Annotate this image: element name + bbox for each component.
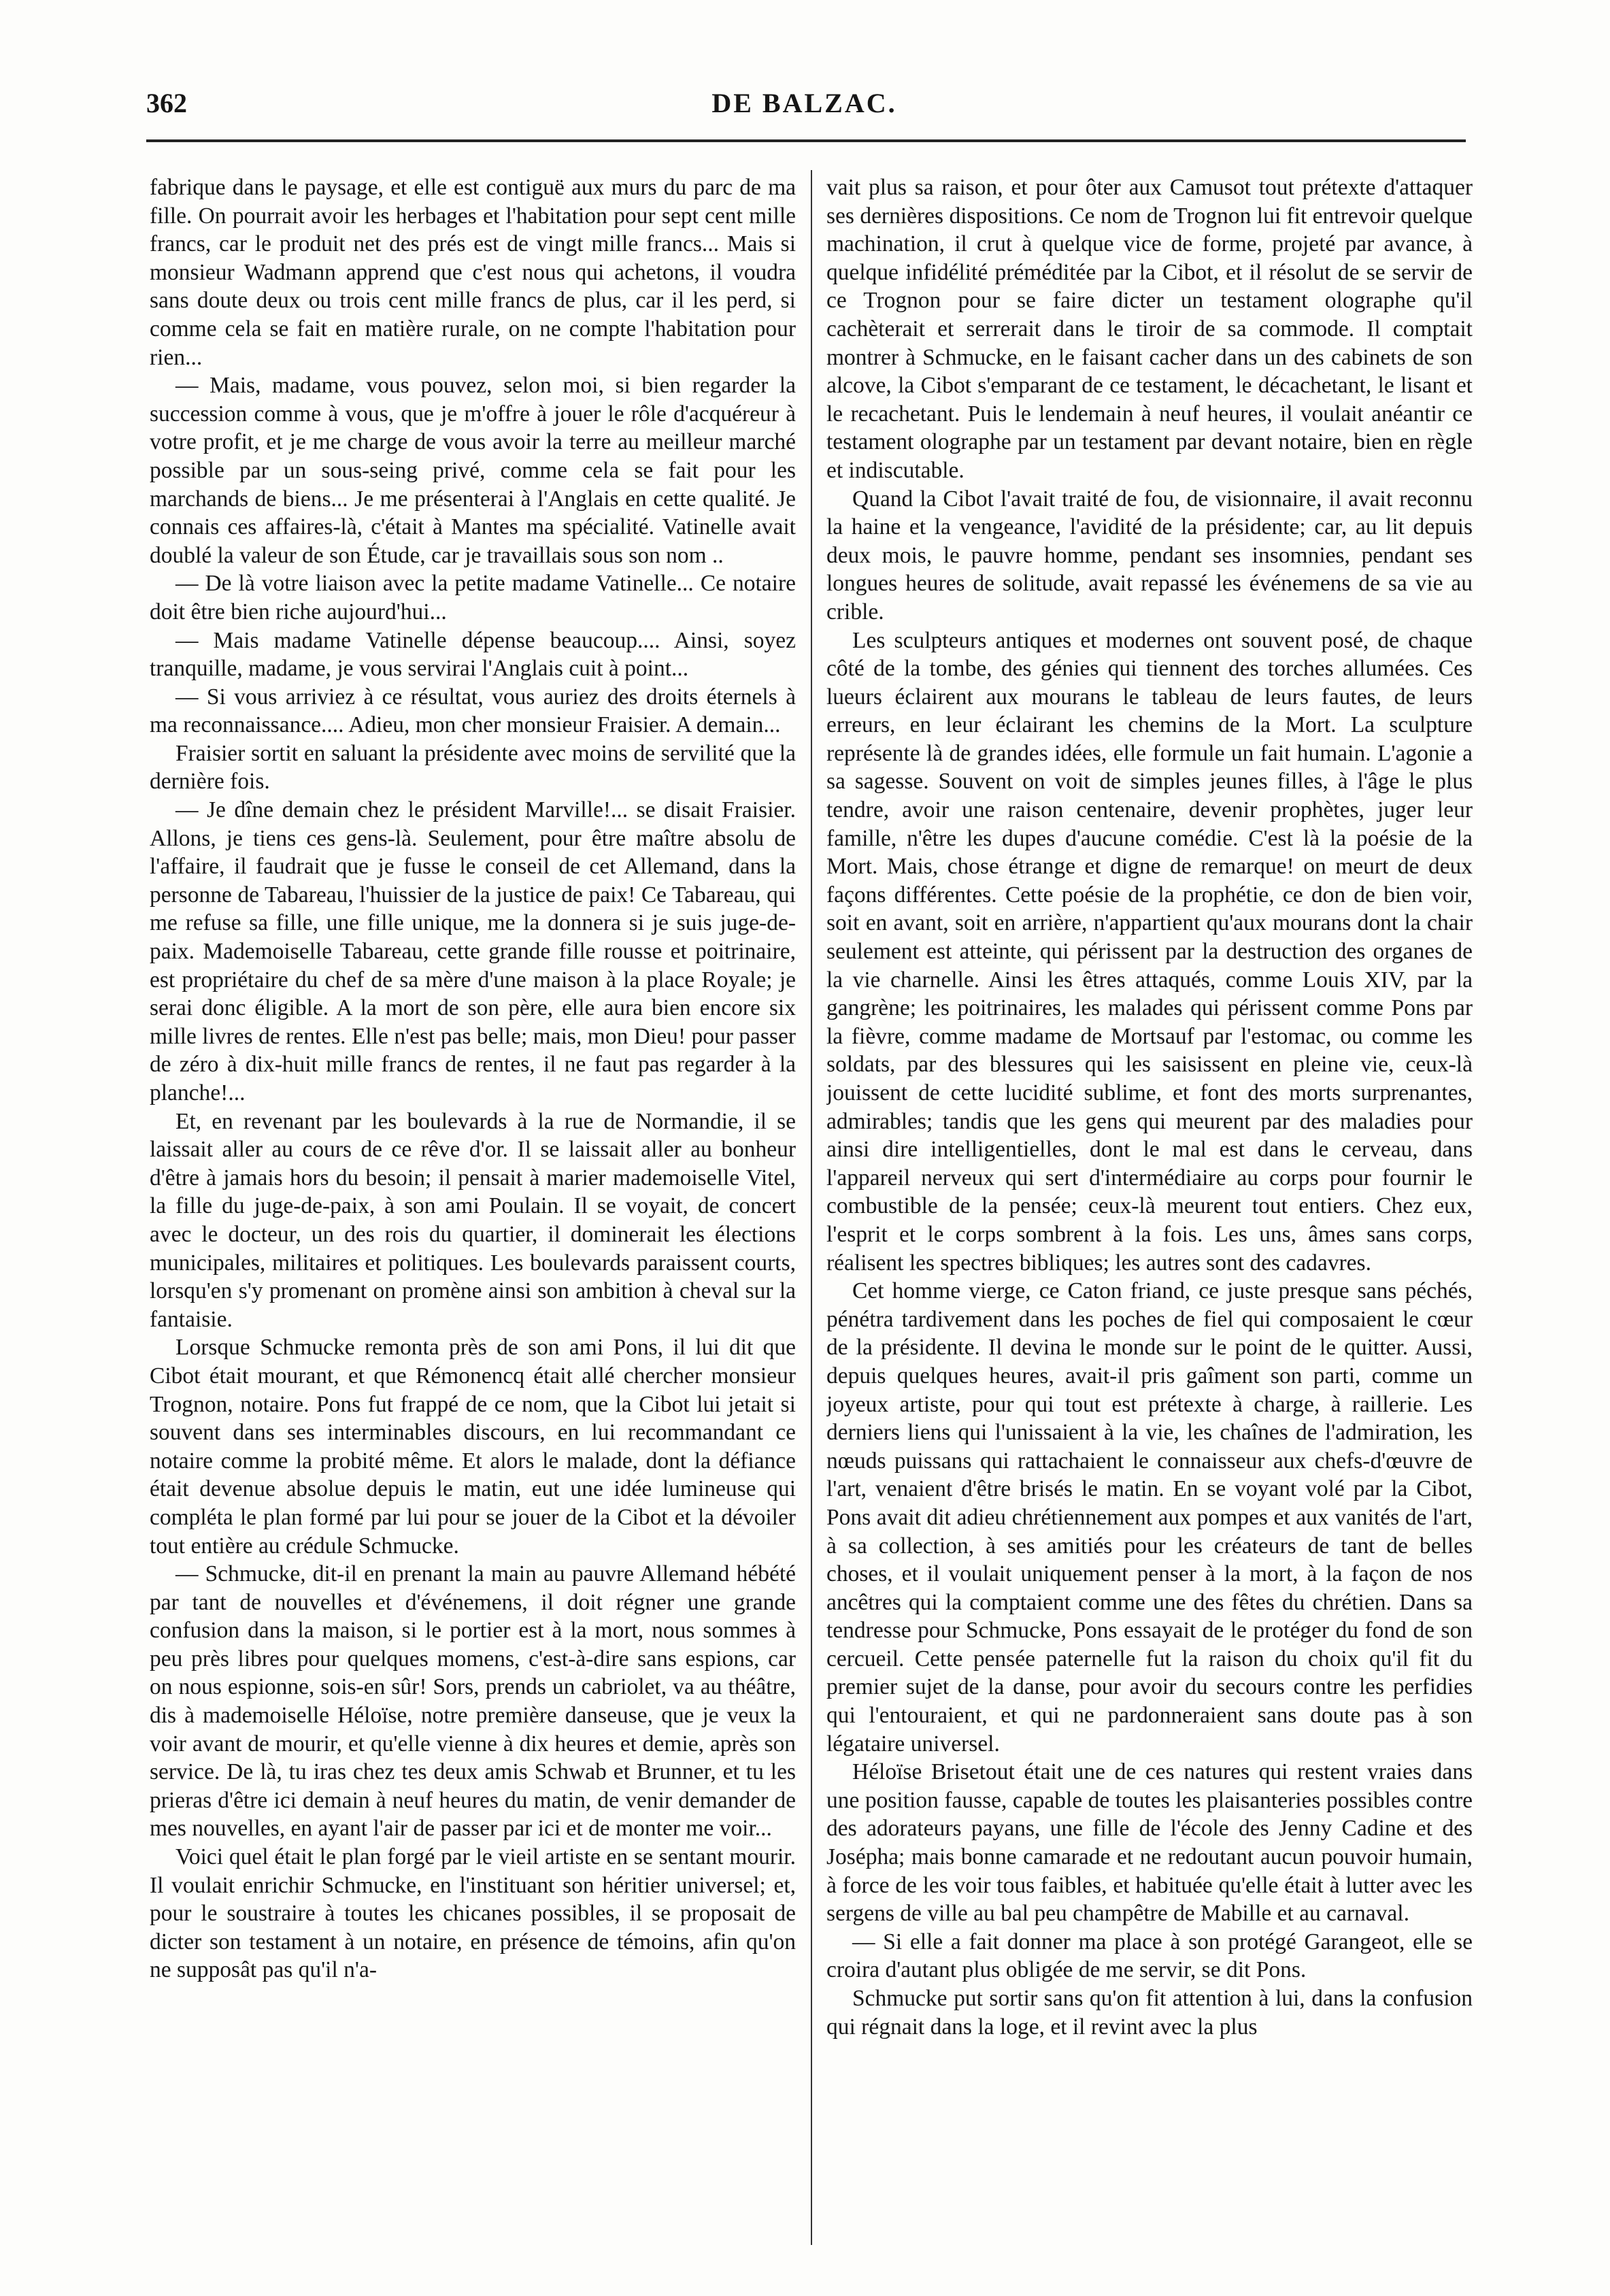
paragraph: Voici quel était le plan forgé par le vieil artiste en se sentant mourir. Il voulait enrichir Schmucke, en l'instituant son héritier universel; et, pour le soustraire à toutes les chicanes possibles, il se proposait de dicter son testament à un notaire, en présence de témoins, afin qu'on ne supposât pas qu'il n'a- bbox=[150, 1844, 796, 1983]
paragraph: fabrique dans le paysage, et elle est contiguë aux murs du parc de ma fille. On pourrait avoir les herbages et l'habitation pour sept cent mille francs, car le produit net des prés est de vingt mille francs... Mais si monsieur Wadmann apprend que c'est nous qui achetons, il voudra sans doute deux ou trois cent mille francs de plus, car il les perd, si comme cela se fait en matière rurale, on ne compte l'habitation pour rien... bbox=[150, 175, 796, 370]
paragraph: Quand la Cibot l'avait traité de fou, de visionnaire, il avait reconnu la haine et la vengeance, l'avidité de la présidente; car, au lit depuis deux mois, le pauvre homme, pendant ses insomnies, pendant ses longues heures de solitude, avait repassé les événemens de sa vie au crible. bbox=[826, 486, 1473, 625]
column-divider bbox=[811, 170, 812, 2245]
page-number: 362 bbox=[146, 88, 187, 118]
paragraph: Fraisier sortit en saluant la présidente avec moins de servilité que la dernière fois. bbox=[150, 740, 796, 795]
paragraph: vait plus sa raison, et pour ôter aux Camusot tout prétexte d'attaquer ses dernières dispositions. Ce nom de Trognon lui fit entrevoir quelque machination, il crut à quelque vice de forme, projeté par avance, à quelque infidélité préméditée par la Cibot, et il résolut de se servir de ce Trognon pour se faire dicter un testament olographe qu'il cachèterait et serrerait dans le tiroir de sa commode. Il comptait montrer à Schmucke, en le faisant cacher dans un des cabinets de son alcove, la Cibot s'emparant de ce testament, le décachetant, le lisant et le recachetant. Puis le lendemain à neuf heures, il voulait anéantir ce testament olographe par un testament par devant notaire, bien en règle et indiscutable. bbox=[826, 175, 1473, 483]
running-title: DE BALZAC. bbox=[711, 88, 897, 118]
paragraph: Lorsque Schmucke remonta près de son ami Pons, il lui dit que Cibot était mourant, et que Rémonencq était allé chercher monsieur Trognon, notaire. Pons fut frappé de ce nom, que la Cibot lui jetait si souvent dans ses interminables discours, en lui recommandant ce notaire comme la probité même. Et alors le malade, dont la défiance était devenue absolue depuis le matin, eut une idée lumineuse qui compléta le plan formé par lui pour se jouer de la Cibot et la dévoiler tout entière au crédule Schmucke. bbox=[150, 1335, 796, 1559]
paragraph: — Si vous arriviez à ce résultat, vous auriez des droits éternels à ma reconnaissance.... Adieu, mon cher monsieur Fraisier. A demain... bbox=[150, 684, 796, 738]
paragraph: — Si elle a fait donner ma place à son protégé Garangeot, elle se croira d'autant plus obligée de me servir, se dit Pons. bbox=[826, 1929, 1473, 1983]
paragraph: Et, en revenant par les boulevards à la rue de Normandie, il se laissait aller au cours de ce rêve d'or. Il se laissait aller au bonheur d'être à jamais hors du besoin; il pensait à marier mademoiselle Vitel, la fille du juge-de-paix, à son ami Poulain. Il se voyait, de concert avec le docteur, un des rois du quartier, il dominerait les élections municipales, militaires et politiques. Les boulevards paraissent courts, lorsqu'en s'y promenant on promène ainsi son ambition à cheval sur la fantaisie. bbox=[150, 1108, 796, 1332]
paragraph: — Mais, madame, vous pouvez, selon moi, si bien regarder la succession comme à vous, que je m'offre à jouer le rôle d'acquéreur à votre profit, et je me charge de vous avoir la terre au meilleur marché possible par un sous-seing privé, comme cela se fait pour les marchands de biens... Je me présenterai à l'Anglais en cette qualité. Je connais ces affaires-là, c'était à Mantes ma spécialité. Vatinelle avait doublé la valeur de son Étude, car je travaillais sous son nom .. bbox=[150, 373, 796, 568]
paragraph: Cet homme vierge, ce Caton friand, ce juste presque sans péchés, pénétra tardivement dans les poches de fiel qui composaient le cœur de la présidente. Il devina le monde sur le point de le quitter. Aussi, depuis quelques heures, avait-il pris gaîment son parti, comme un joyeux artiste, pour qui tout est prétexte à charge, à raillerie. Les derniers liens qui l'unissaient à la vie, les chaînes de l'admiration, les nœuds puissans qui rattachaient le connaisseur aux chefs-d'œuvre de l'art, venaient d'être brisés le matin. En se voyant volé par la Cibot, Pons avait dit adieu chrétiennement aux pompes et aux vanités de l'art, à sa collection, à ses amitiés pour les créateurs de tant de belles choses, et il voulait uniquement penser à la mort, à la façon de nos ancêtres qui la comptaient comme une des fêtes du chrétien. Dans sa tendresse pour Schmucke, Pons essayait de le protéger du fond de son cercueil. Cette pensée paternelle fut la raison du choix qu'il fit du premier sujet de la danse, pour avoir du secours contre les perfidies qui l'entouraient, et qui ne pardonneraient sans doute pas à son légataire universel. bbox=[826, 1278, 1473, 1757]
paragraph: — Je dîne demain chez le président Marville!... se disait Fraisier. Allons, je tiens ces gens-là. Seulement, pour être maître absolu de l'affaire, il faudrait que je fusse le conseil de cet Allemand, dans la personne de Tabareau, l'huissier de la justice de paix! Ce Tabareau, qui me refuse sa fille, une fille unique, me la donnera si je suis juge-de-paix. Mademoiselle Tabareau, cette grande fille rousse et poitrinaire, est propriétaire du chef de sa mère d'une maison à la place Royale; je serai donc éligible. A la mort de son père, elle aura bien encore six mille livres de rentes. Elle n'est pas belle; mais, mon Dieu! pour passer de zéro à dix-huit mille francs de rentes, il ne faut pas regarder à la planche!... bbox=[150, 797, 796, 1105]
page-header bbox=[146, 82, 1462, 129]
paragraph: — Schmucke, dit-il en prenant la main au pauvre Allemand hébété par tant de nouvelles et d'événemens, il doit régner une grande confusion dans la maison, si le portier est à la mort, nous sommes à peu près libres pour quelques momens, c'est-à-dire sans espions, car on nous espionne, sois-en sûr! Sors, prends un cabriolet, va au théâtre, dis à mademoiselle Héloïse, notre première danseuse, que je veux la voir avant de mourir, et qu'elle vienne à dix heures et demie, après son service. De là, tu iras chez tes deux amis Schwab et Brunner, et tu les prieras d'être ici demain à neuf heures du matin, de venir demander de mes nouvelles, en ayant l'air de passer par ici et de monter me voir... bbox=[150, 1561, 796, 1842]
paragraph: Les sculpteurs antiques et modernes ont souvent posé, de chaque côté de la tombe, des génies qui tiennent des torches allumées. Ces lueurs éclairent aux mourans le tableau de leurs fautes, de leurs erreurs, en leur éclairant les chemins de la Mort. La sculpture représente là de grandes idées, elle formule un fait humain. L'agonie a sa sagesse. Souvent on voit de simples jeunes filles, à l'âge le plus tendre, avoir une raison centenaire, devenir prophètes, juger leur famille, n'être les dupes d'aucune comédie. C'est là la poésie de la Mort. Mais, chose étrange et digne de remarque! on meurt de deux façons différentes. Cette poésie de la prophétie, ce don de bien voir, soit en avant, soit en arrière, n'appartient qu'aux mourans dont la chair seulement est atteinte, qui périssent par la destruction des organes de la vie charnelle. Ainsi les êtres attaqués, comme Louis XIV, par la gangrène; les poitrinaires, les malades qui périssent comme Pons par la fièvre, comme madame de Mortsauf par l'estomac, ou comme les soldats, par des blessures qui les saisissent en pleine vie, ceux-là jouissent de cette lucidité sublime, et font des morts surprenantes, admirables; tandis que les gens qui meurent par des maladies pour ainsi dire intelligentielles, dont le mal est dans le cerveau, dans l'appareil nerveux qui sert d'intermédiaire au corps pour fournir le combustible de la pensée; ceux-là meurent tout entiers. Chez eux, l'esprit et le corps sombrent à la fois. Les uns, âmes sans corps, réalisent les spectres bibliques; les autres sont des cadavres. bbox=[826, 627, 1473, 1276]
paragraph: Schmucke put sortir sans qu'on fit attention à lui, dans la confusion qui régnait dans la loge, et il revint avec la plus bbox=[826, 1986, 1473, 2040]
left-column bbox=[150, 173, 796, 2248]
paragraph: — De là votre liaison avec la petite madame Vatinelle... Ce notaire doit être bien riche aujourd'hui... bbox=[150, 571, 796, 625]
paragraph: Héloïse Brisetout était une de ces natures qui restent vraies dans une position fausse, capable de toutes les plaisanteries possibles contre des adorateurs payans, une fille de l'école des Jenny Cadine et des Josépha; mais bonne camarade et ne redoutant aucun pouvoir humain, à force de les voir tous faibles, et habituée qu'elle était à lutter avec les sergens de ville au bal peu champêtre de Mabille et au carnaval. bbox=[826, 1759, 1473, 1927]
paragraph: — Mais madame Vatinelle dépense beaucoup.... Ainsi, soyez tranquille, madame, je vous servirai l'Anglais cuit à point... bbox=[150, 627, 796, 682]
header-rule bbox=[146, 139, 1466, 142]
right-column bbox=[826, 173, 1473, 2248]
